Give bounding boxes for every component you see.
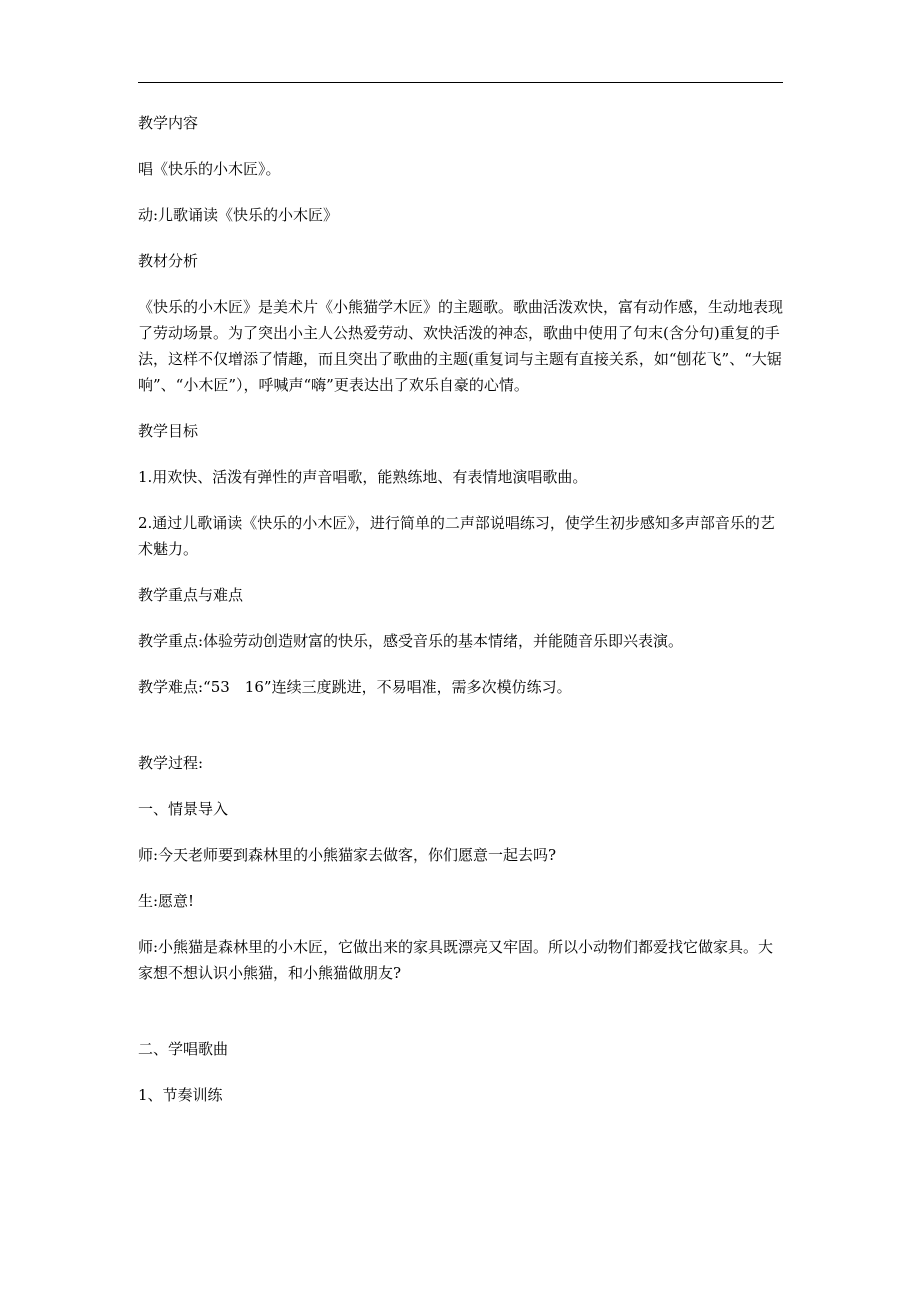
dialogue-teacher-1: 师:今天老师要到森林里的小熊猫家去做客，你们愿意一起去吗? — [138, 846, 557, 864]
sub-step-rhythm-training: 1、节奏训练 — [138, 1086, 223, 1104]
goal-item-2: 2.通过儿歌诵读《快乐的小木匠》，进行简单的二声部说唱练习，使学生初步感知多声部音乐的艺术魅力。 — [138, 514, 775, 558]
material-analysis-text: 《快乐的小木匠》是美术片《小熊猫学木匠》的主题歌。歌曲活泼欢快，富有动作感，生动地表现了劳动场景。为了突出小主人公热爱劳动、欢快活泼的神态，歌曲中使用了句末(含分句)重复的手法，这样不仅增添了情趣，而且突出了歌曲的主题(重复词与主题有直接关系，如“刨花飞”、“大锯响”、“小木匠”），呼喊声“嗨”更表达出了欢乐自豪的心情。 — [138, 298, 784, 394]
section-heading-material-analysis: 教材分析 — [138, 252, 199, 270]
header-rule — [138, 82, 783, 83]
difficulty-text: 教学难点:“53 16”连续三度跳进，不易唱准，需多次模仿练习。 — [138, 678, 572, 696]
step-heading-learn-song: 二、学唱歌曲 — [138, 1040, 229, 1058]
section-heading-teaching-content: 教学内容 — [138, 114, 199, 132]
section-heading-key-points: 教学重点与难点 — [138, 586, 244, 604]
content-item-recite: 动:儿歌诵读《快乐的小木匠》 — [138, 206, 339, 224]
document-body — [138, 110, 788, 1128]
dialogue-student-1: 生:愿意! — [138, 892, 195, 910]
step-heading-scene-intro: 一、情景导入 — [138, 800, 229, 818]
content-item-sing: 唱《快乐的小木匠》。 — [138, 160, 281, 178]
section-heading-teaching-process: 教学过程: — [138, 754, 204, 772]
goal-item-1: 1.用欢快、活泼有弹性的声音唱歌，能熟练地、有表情地演唱歌曲。 — [138, 468, 588, 486]
section-heading-teaching-goals: 教学目标 — [138, 422, 199, 440]
key-point-text: 教学重点:体验劳动创造财富的快乐，感受音乐的基本情绪，并能随音乐即兴表演。 — [138, 632, 684, 650]
dialogue-teacher-2: 师:小熊猫是森林里的小木匠，它做出来的家具既漂亮又牢固。所以小动物们都爱找它做家具。大家想不想认识小熊猫，和小熊猫做朋友? — [138, 938, 774, 982]
